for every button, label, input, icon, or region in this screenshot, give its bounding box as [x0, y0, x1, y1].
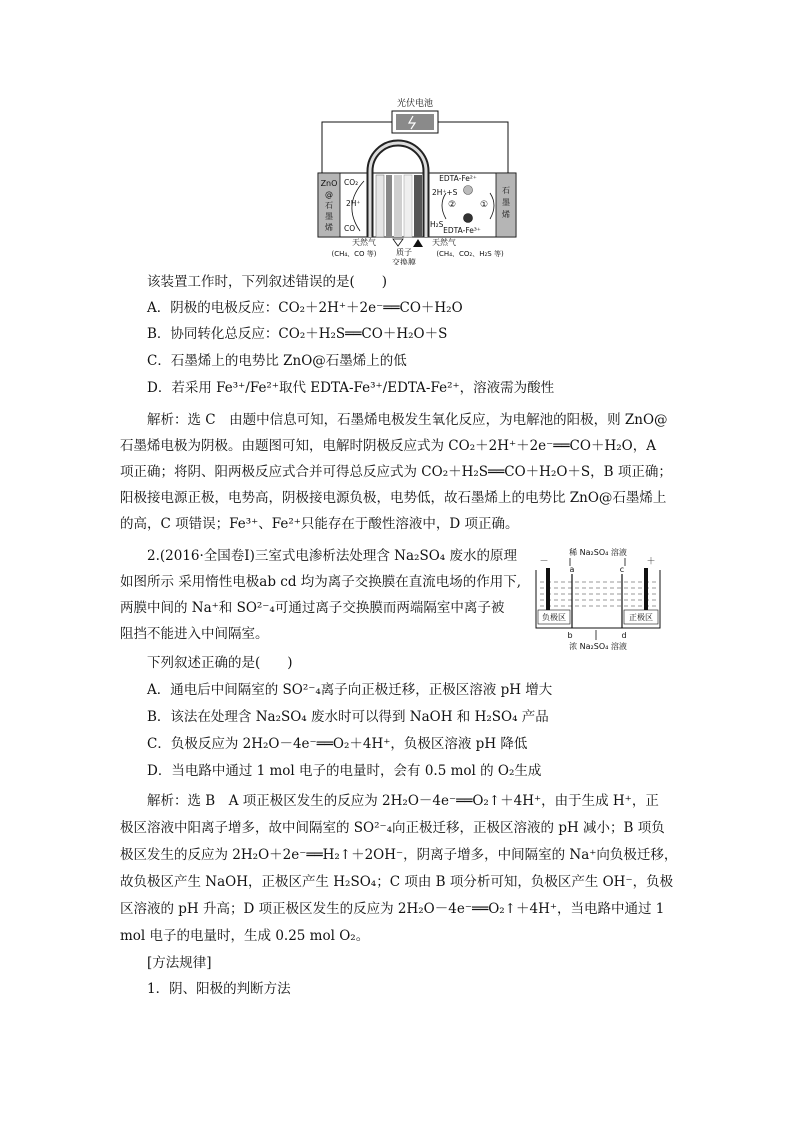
membrane-a-label: a [569, 565, 575, 574]
membrane-label-2: 交换膜 [392, 258, 416, 265]
question-2-intro-line-4: 阻挡不能进入中间隔室。 [120, 626, 269, 642]
right-proton-label: 2H⁺+S [432, 188, 458, 197]
question-1-option-c: C．石墨烯上的电势比 ZnO@石墨烯上的低 [147, 353, 407, 369]
membrane-c-label: c [619, 565, 625, 574]
question-2-intro-line-2: 如图所示 采用惰性电极ab cd 均为离子交换膜在直流电场的作用下, [120, 574, 522, 590]
question-2-analysis-line-5: 区溶液的 pH 升高；D 项正极区发生的反应为 2H₂O－4e⁻══O₂↑＋4H⁺，当电路中通过 1 [120, 901, 665, 917]
left-electrode-text-2: @ [325, 190, 333, 199]
question-2-intro-line-3: 两膜中间的 Na⁺和 SO²⁻₄可通过离子交换膜而两端隔室中离子被 [120, 600, 505, 616]
question-2-option-c: C．负极反应为 2H₂O－4e⁻══O₂＋4H⁺，负极区溶液 pH 降低 [147, 736, 528, 752]
membrane-d-label: d [621, 631, 627, 640]
membrane-strip-2 [394, 175, 402, 237]
question-2-intro-line-1: 2.(2016·全国卷Ⅰ)三室式电渗析法处理含 Na₂SO₄ 废水的原理 [147, 548, 517, 564]
question-1-analysis-line-2: 石墨烯电极为阴极。由题图可知，电解时阴极反应式为 CO₂＋2H⁺＋2e⁻══CO＋H₂O，A [120, 438, 656, 454]
right-gas-inlet-arrow [413, 239, 423, 247]
right-electrode-text-3: 烯 [502, 210, 510, 219]
question-2-option-a: A．通电后中间隔室的 SO²⁻₄离子向正极迁移，正极区溶液 pH 增大 [147, 682, 553, 698]
electrodialysis-diagram [530, 546, 665, 651]
right-natural-gas-label: 天然气 [432, 238, 456, 247]
membrane-strip-4 [414, 175, 422, 237]
question-1-option-a: A．阴极的电极反应：CO₂＋2H⁺＋2e⁻══CO＋H₂O [147, 300, 463, 316]
left-electrode-text-3: 石 [325, 201, 333, 210]
positive-terminal-label: ＋ [646, 557, 656, 567]
left-natural-gas-label: 天然气 [352, 238, 376, 247]
electrolysis-diagram [310, 93, 520, 265]
negative-terminal-label: － [539, 557, 549, 567]
negative-region-label: 负极区 [542, 613, 566, 622]
gas-channel-left [376, 175, 384, 237]
question-1-stem: 该装置工作时，下列叙述错误的是( ) [147, 274, 388, 290]
membrane-b-label: b [567, 631, 573, 640]
sphere-light [464, 186, 473, 195]
solution-lines [540, 582, 656, 606]
method-heading: [方法规律] [147, 955, 212, 971]
question-2-option-b: B．该法在处理含 Na₂SO₄ 废水时可以得到 NaOH 和 H₂SO₄ 产品 [147, 709, 549, 725]
membrane-strip-3 [404, 175, 412, 237]
question-1-option-b: B．协同转化总反应：CO₂＋H₂S══CO＋H₂O＋S [147, 326, 448, 342]
left-electrode-text-4: 墨 [325, 212, 333, 221]
step-1-label: ① [479, 200, 489, 210]
solar-cell-label: 光伏电池 [396, 99, 434, 109]
question-2-analysis-line-1: 解析：选 B A 项正极区发生的反应为 2H₂O－4e⁻══O₂↑＋4H⁺，由于生成 H⁺，正 [147, 793, 659, 809]
left-electrode-text-1: ZnO [320, 179, 338, 188]
left-proton-label: 2H⁺ [346, 199, 361, 208]
membrane-label-1: 质子 [396, 248, 412, 257]
edta-fe3-label: EDTA-Fe³⁺ [443, 226, 481, 235]
right-electrode-text-2: 墨 [502, 198, 510, 207]
concentrated-solution-label: 浓 Na₂SO₄ 溶液 [569, 642, 627, 651]
question-1-analysis-line-4: 阳极接电源正极，电势高，阴极接电源负极，电势低，故石墨烯上的电势比 ZnO@石墨烯上 [120, 490, 667, 506]
question-2-analysis-line-3: 极区发生的反应为 2H₂O＋2e⁻══H₂↑＋2OH⁻，阴离子增多，中间隔室的 Na⁺向负极迁移， [120, 847, 678, 863]
solar-panel-cells [396, 114, 434, 130]
question-2-stem: 下列叙述正确的是( ) [147, 655, 293, 671]
h2s-label: H₂S [430, 220, 444, 229]
membrane-strip-1 [386, 175, 392, 237]
wire-right [438, 122, 508, 173]
left-gas-outlet-arrow [393, 239, 403, 246]
co-label: CO [344, 224, 356, 233]
question-1-analysis-line-1: 解析：选 C 由题中信息可知，石墨烯电极发生氧化反应，为电解池的阳极，则 ZnO@ [147, 412, 668, 428]
top-arrows [570, 558, 625, 566]
electrolysis-diagram-svg [310, 93, 520, 265]
left-natural-gas-composition: (CH₄、CO 等) [331, 250, 377, 258]
question-1-analysis-line-5: 的高，C 项错误；Fe³⁺、Fe²⁺只能存在于酸性溶液中，D 项正确。 [120, 516, 519, 532]
question-2-analysis-line-2: 极区溶液中阳离子增多，故中间隔室的 SO²⁻₄向正极迁移，正极区溶液的 pH 减小；B 项负 [120, 820, 665, 836]
question-1-option-d: D．若采用 Fe³⁺/Fe²⁺取代 EDTA-Fe³⁺/EDTA-Fe²⁺，溶液需为酸性 [147, 380, 555, 396]
sphere-dark [464, 214, 473, 223]
question-1-analysis-line-3: 项正确；将阴、阳两极反应式合并可得总反应式为 CO₂＋H₂S══CO＋H₂O＋S，B 项正确； [120, 464, 672, 480]
positive-region-label: 正极区 [629, 613, 653, 622]
electrodialysis-diagram-svg [530, 546, 665, 651]
edta-fe2-label: EDTA-Fe²⁺ [439, 174, 477, 183]
right-natural-gas-composition: (CH₄、CO₂、H₂S 等) [436, 250, 504, 258]
left-electrode-text-5: 烯 [325, 223, 333, 232]
step-2-label: ② [447, 200, 457, 210]
co2-label: CO₂ [344, 178, 359, 187]
question-2-analysis-line-6: mol 电子的电量时，生成 0.25 mol O₂。 [120, 928, 370, 944]
question-2-option-d: D．当电路中通过 1 mol 电子的电量时，会有 0.5 mol 的 O₂生成 [147, 763, 542, 779]
dilute-solution-label: 稀 Na₂SO₄ 溶液 [569, 548, 627, 557]
right-electrode-text-1: 石 [502, 186, 510, 195]
method-item-1: 1．阴、阳极的判断方法 [147, 981, 291, 997]
question-2-analysis-line-4: 故负极区产生 NaOH，正极区产生 H₂SO₄；C 项由 B 项分析可知，负极区产生 OH⁻，负极 [120, 874, 674, 890]
